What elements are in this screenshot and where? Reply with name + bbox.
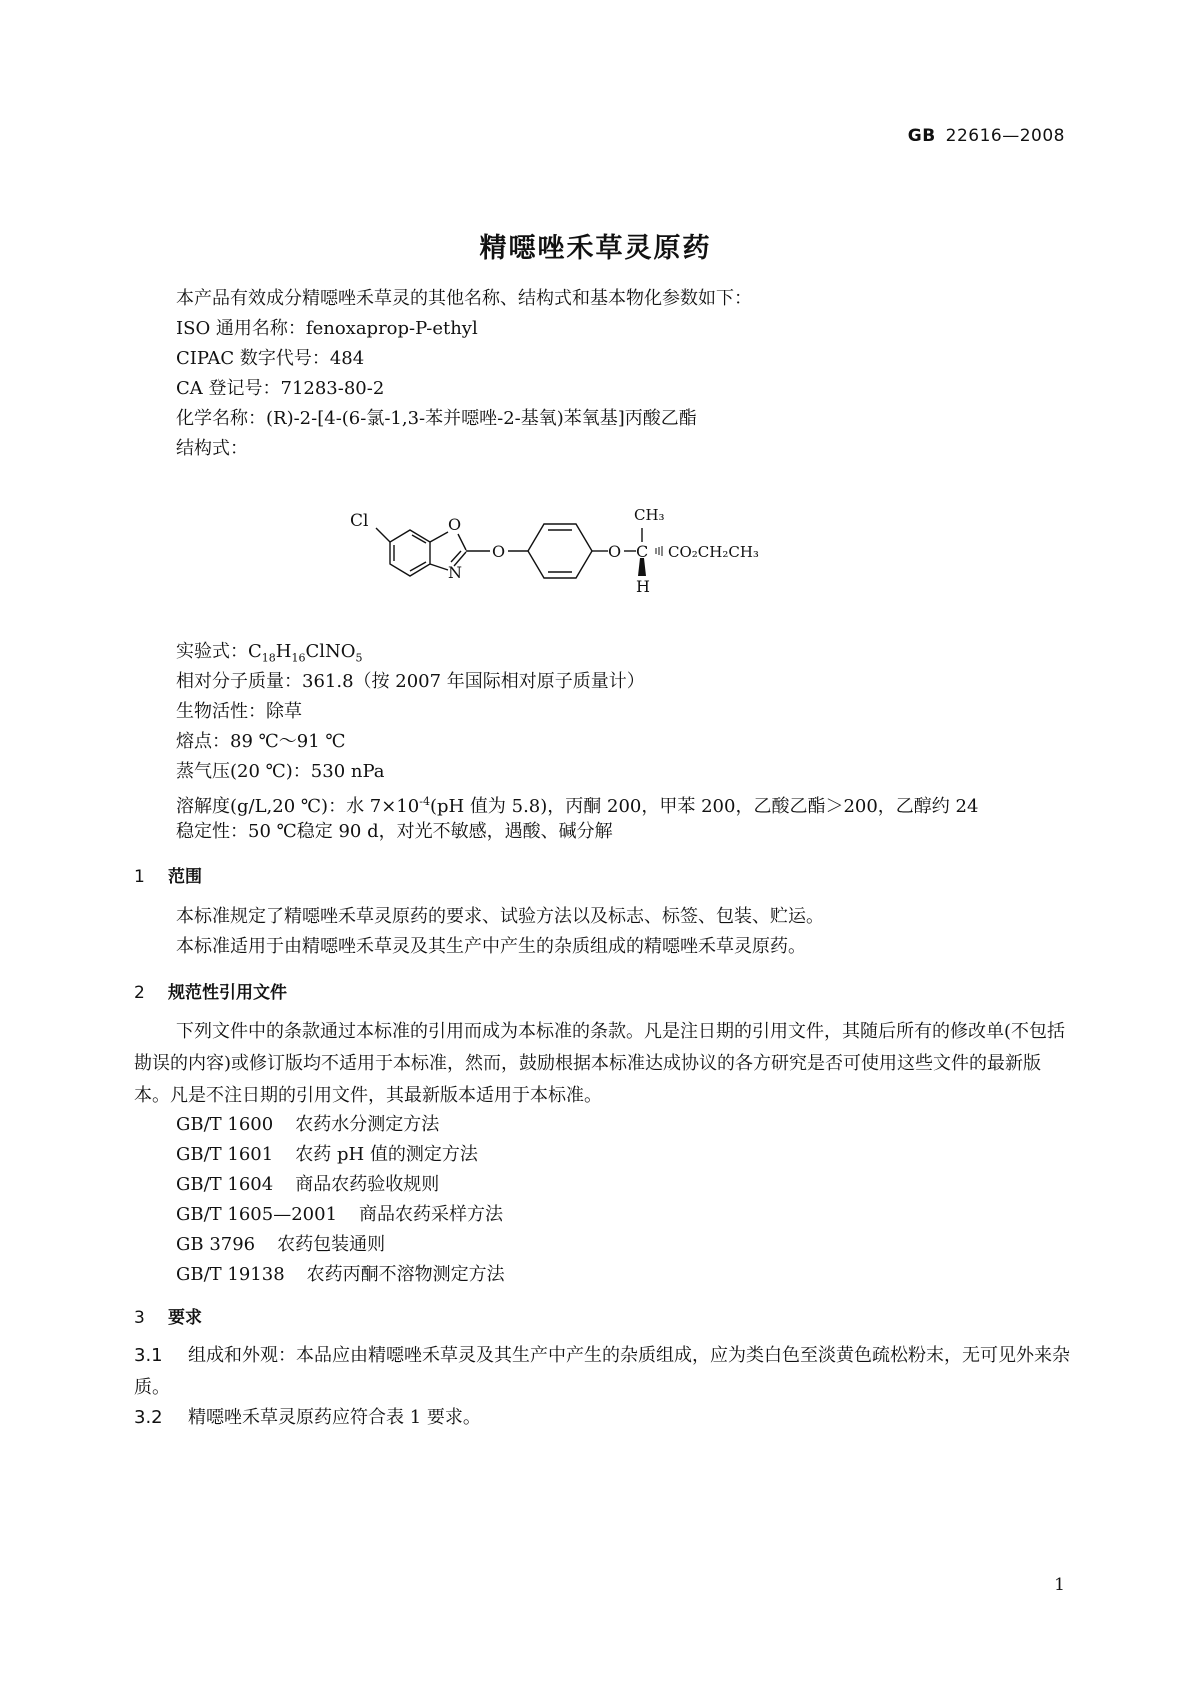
stability: 稳定性：50 ℃稳定 90 d，对光不敏感，遇酸、碱分解 <box>176 821 613 842</box>
clause-3-2-number: 3.2 <box>134 1407 163 1428</box>
chemical-name: 化学名称：(R)-2-[4-(6-氯-1,3-苯并噁唑-2-基氧)苯氧基]丙酸乙酯 <box>176 408 697 429</box>
section-1-number: 1 <box>134 867 145 887</box>
formula-c-subscript: 18 <box>261 651 276 665</box>
reference-item <box>176 1140 478 1166</box>
reference-title: 商品农药采样方法 <box>359 1204 504 1225</box>
structure-label: 结构式： <box>176 438 248 459</box>
intro-line: 本产品有效成分精噁唑禾草灵的其他名称、结构式和基本物化参数如下： <box>176 288 752 309</box>
formula-rest: ClNO <box>305 641 356 662</box>
page-number: 1 <box>1054 1575 1065 1595</box>
reference-code: GB 3796 <box>176 1234 256 1255</box>
methyl-label: CH₃ <box>634 506 665 524</box>
clause-3-1-text: 组成和外观：本品应由精噁唑禾草灵及其生产中产生的杂质组成，应为类白色至淡黄色疏松粉末，无可见外来杂质。 <box>134 1345 1070 1398</box>
section-3-heading <box>134 1303 202 1328</box>
ester-group-label: CO₂CH₂CH₃ <box>668 543 759 561</box>
reference-item <box>176 1200 503 1226</box>
section-3-number: 3 <box>134 1308 145 1328</box>
section-2-paragraph-text: 下列文件中的条款通过本标准的引用而成为本标准的条款。凡是注日期的引用文件，其随后所有的修改单(不包括勘误的内容)或修订版均不适用于本标准，然而，鼓励根据本标准达成协议的各方研究是否可使用这些文件的最新版本。凡是不注日期的引用文件，其最新版本适用于本标准。 <box>134 1021 1066 1106</box>
vapor-pressure: 蒸气压(20 ℃)：530 nPa <box>176 761 385 782</box>
reference-item <box>176 1260 505 1286</box>
formula-h: H <box>275 641 292 662</box>
ether-oxygen-1-label: O <box>492 542 506 561</box>
reference-title: 农药 pH 值的测定方法 <box>295 1144 478 1165</box>
cipac-code: CIPAC 数字代号：484 <box>176 348 365 369</box>
biological-activity: 生物活性：除草 <box>176 701 302 722</box>
section-2-number: 2 <box>134 983 145 1003</box>
solubility-end: (pH 值为 5.8)，丙酮 200，甲苯 200，乙酸乙酯＞200，乙醇约 24 <box>429 796 979 817</box>
section-1-paragraph-1: 本标准规定了精噁唑禾草灵原药的要求、试验方法以及标志、标签、包装、贮运。 <box>176 906 824 927</box>
formula-c: C <box>248 641 262 662</box>
hydrogen-label: H <box>636 577 650 596</box>
solubility-exponent: -4 <box>419 795 430 808</box>
document-title: 精噁唑禾草灵原药 <box>479 233 712 264</box>
standard-prefix: GB <box>907 126 936 146</box>
reference-title: 商品农药验收规则 <box>295 1174 440 1195</box>
section-2-title: 规范性引用文件 <box>168 983 287 1003</box>
standard-number: 22616—2008 <box>945 126 1065 146</box>
reference-code: GB/T 19138 <box>176 1264 285 1285</box>
reference-item <box>176 1170 439 1196</box>
reference-title: 农药水分测定方法 <box>295 1114 440 1135</box>
chlorine-label: Cl <box>350 511 369 531</box>
reference-title: 农药丙酮不溶物测定方法 <box>306 1264 505 1285</box>
reference-item <box>176 1230 385 1256</box>
clause-3-2 <box>134 1402 1074 1434</box>
solubility <box>176 791 978 818</box>
ether-oxygen-2-label: O <box>608 542 622 561</box>
clause-3-1 <box>134 1340 1074 1404</box>
molecular-mass: 相对分子质量：361.8（按 2007 年国际相对原子质量计） <box>176 671 645 692</box>
section-2-paragraph <box>134 1016 1074 1112</box>
formula-o-subscript: 5 <box>355 651 363 665</box>
reference-item <box>176 1110 439 1136</box>
solubility-start: 溶解度(g/L,20 ℃)：水 7×10 <box>176 796 420 817</box>
formula-label: 实验式： <box>176 641 248 662</box>
melting-point: 熔点：89 ℃～91 ℃ <box>176 731 346 752</box>
ca-registry-number: CA 登记号：71283-80-2 <box>176 378 385 399</box>
clause-3-2-text: 精噁唑禾草灵原药应符合表 1 要求。 <box>188 1407 481 1428</box>
reference-code: GB/T 1604 <box>176 1174 274 1195</box>
empirical-formula <box>176 641 363 670</box>
formula-h-subscript: 16 <box>291 651 306 665</box>
reference-code: GB/T 1601 <box>176 1144 274 1165</box>
reference-code: GB/T 1605—2001 <box>176 1204 338 1225</box>
section-3-title: 要求 <box>168 1308 202 1328</box>
oxazole-oxygen-label: O <box>448 515 462 534</box>
reference-code: GB/T 1600 <box>176 1114 274 1135</box>
section-2-heading <box>134 978 287 1003</box>
section-1-paragraph-2: 本标准适用于由精噁唑禾草灵及其生产中产生的杂质组成的精噁唑禾草灵原药。 <box>176 936 806 957</box>
oxazole-nitrogen-label: N <box>448 563 462 582</box>
section-1-title: 范围 <box>168 867 202 887</box>
section-1-heading <box>134 862 202 887</box>
reference-title: 农药包装通则 <box>277 1234 386 1255</box>
chiral-carbon-label: C <box>636 542 649 561</box>
iso-common-name: ISO 通用名称：fenoxaprop-P-ethyl <box>176 318 478 339</box>
clause-3-1-number: 3.1 <box>134 1345 163 1366</box>
structural-formula <box>350 500 830 610</box>
standard-code <box>908 126 1065 146</box>
